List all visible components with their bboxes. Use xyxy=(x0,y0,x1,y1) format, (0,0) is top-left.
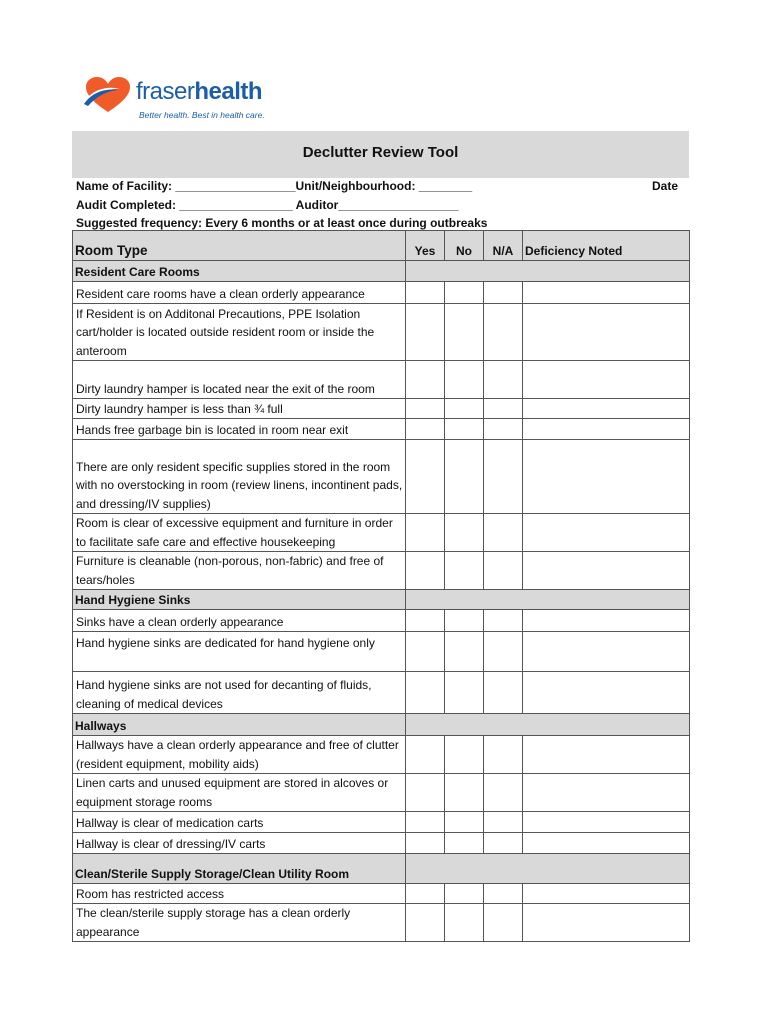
deficiency-cell[interactable] xyxy=(523,361,690,399)
item-text: Resident care rooms have a clean orderly appearance xyxy=(73,282,406,304)
section-row xyxy=(73,714,690,736)
na-cell[interactable] xyxy=(484,833,523,854)
item-text: If Resident is on Additonal Precautions, PPE Isolation cart/holder is located outside resident room or inside the anteroom xyxy=(73,304,406,361)
section-row xyxy=(73,590,690,610)
heart-logo-icon xyxy=(82,76,134,116)
item-text: Room has restricted access xyxy=(73,884,406,904)
item-text: There are only resident specific supplies stored in the room with no overstocking in room (review linens, incontinent pads, and dressing/IV supplies) xyxy=(73,440,406,514)
header-deficiency: Deficiency Noted xyxy=(523,231,690,261)
item-text: The clean/sterile supply storage has a clean orderly appearance xyxy=(73,904,406,942)
item-text: Hands free garbage bin is located in room near exit xyxy=(73,419,406,440)
review-table xyxy=(72,230,690,942)
yes-cell[interactable] xyxy=(406,833,445,854)
deficiency-cell[interactable] xyxy=(523,514,690,552)
section-title: Clean/Sterile Supply Storage/Clean Utility Room xyxy=(73,854,406,884)
no-cell[interactable] xyxy=(445,282,484,304)
section-title: Resident Care Rooms xyxy=(73,261,406,282)
na-cell[interactable] xyxy=(484,399,523,419)
section-row xyxy=(73,261,690,282)
no-cell[interactable] xyxy=(445,399,484,419)
logo-wordmark xyxy=(136,78,262,106)
logo-brand-light: fraser xyxy=(136,78,195,105)
no-cell[interactable] xyxy=(445,812,484,833)
audit-line: Audit Completed: _________________ Auditor__________________ xyxy=(76,198,459,212)
yes-cell[interactable] xyxy=(406,552,445,590)
deficiency-cell[interactable] xyxy=(523,833,690,854)
section-row xyxy=(73,854,690,884)
deficiency-cell[interactable] xyxy=(523,399,690,419)
table-row xyxy=(73,514,690,552)
item-text: Dirty laundry hamper is less than ¾ full xyxy=(73,399,406,419)
yes-cell[interactable] xyxy=(406,304,445,361)
table-row xyxy=(73,833,690,854)
deficiency-cell[interactable] xyxy=(523,904,690,942)
yes-cell[interactable] xyxy=(406,774,445,812)
logo-brand-bold: health xyxy=(194,78,263,105)
table-row xyxy=(73,282,690,304)
na-cell[interactable] xyxy=(484,632,523,672)
yes-cell[interactable] xyxy=(406,419,445,440)
no-cell[interactable] xyxy=(445,833,484,854)
header-yes: Yes xyxy=(406,231,445,261)
frequency-line: Suggested frequency: Every 6 months or at least once during outbreaks xyxy=(76,216,488,230)
na-cell[interactable] xyxy=(484,774,523,812)
item-text: Dirty laundry hamper is located near the exit of the room xyxy=(73,361,406,399)
yes-cell[interactable] xyxy=(406,399,445,419)
no-cell[interactable] xyxy=(445,672,484,714)
item-text: Furniture is cleanable (non-porous, non-fabric) and free of tears/holes xyxy=(73,552,406,590)
table-row xyxy=(73,610,690,632)
deficiency-cell[interactable] xyxy=(523,632,690,672)
yes-cell[interactable] xyxy=(406,514,445,552)
yes-cell[interactable] xyxy=(406,361,445,399)
header-na: N/A xyxy=(484,231,523,261)
table-row xyxy=(73,904,690,942)
no-cell[interactable] xyxy=(445,632,484,672)
yes-cell[interactable] xyxy=(406,440,445,514)
table-row xyxy=(73,552,690,590)
yes-cell[interactable] xyxy=(406,884,445,904)
table-row xyxy=(73,812,690,833)
no-cell[interactable] xyxy=(445,440,484,514)
yes-cell[interactable] xyxy=(406,736,445,774)
item-text: Hallway is clear of medication carts xyxy=(73,812,406,833)
no-cell[interactable] xyxy=(445,774,484,812)
no-cell[interactable] xyxy=(445,552,484,590)
na-cell[interactable] xyxy=(484,812,523,833)
fraserhealth-logo xyxy=(82,74,272,126)
deficiency-cell[interactable] xyxy=(523,440,690,514)
logo-tagline: Better health. Best in health care. xyxy=(139,110,265,120)
table-row xyxy=(73,632,690,672)
table-row xyxy=(73,736,690,774)
na-cell[interactable] xyxy=(484,514,523,552)
item-text: Hand hygiene sinks are not used for decanting of fluids, cleaning of medical devices xyxy=(73,672,406,714)
table-row xyxy=(73,399,690,419)
deficiency-cell[interactable] xyxy=(523,304,690,361)
header-no: No xyxy=(445,231,484,261)
na-cell[interactable] xyxy=(484,419,523,440)
na-cell[interactable] xyxy=(484,736,523,774)
no-cell[interactable] xyxy=(445,514,484,552)
table-row xyxy=(73,884,690,904)
yes-cell[interactable] xyxy=(406,632,445,672)
table-header-row xyxy=(73,231,690,261)
section-title: Hand Hygiene Sinks xyxy=(73,590,406,610)
no-cell[interactable] xyxy=(445,304,484,361)
item-text: Linen carts and unused equipment are stored in alcoves or equipment storage rooms xyxy=(73,774,406,812)
deficiency-cell[interactable] xyxy=(523,419,690,440)
deficiency-cell[interactable] xyxy=(523,282,690,304)
na-cell[interactable] xyxy=(484,884,523,904)
item-text: Room is clear of excessive equipment and furniture in order to facilitate safe care and effective housekeeping xyxy=(73,514,406,552)
no-cell[interactable] xyxy=(445,736,484,774)
yes-cell[interactable] xyxy=(406,610,445,632)
na-cell[interactable] xyxy=(484,282,523,304)
no-cell[interactable] xyxy=(445,419,484,440)
table-row xyxy=(73,304,690,361)
section-fill xyxy=(406,590,690,610)
deficiency-cell[interactable] xyxy=(523,736,690,774)
no-cell[interactable] xyxy=(445,361,484,399)
yes-cell[interactable] xyxy=(406,282,445,304)
yes-cell[interactable] xyxy=(406,812,445,833)
no-cell[interactable] xyxy=(445,884,484,904)
table-row xyxy=(73,440,690,514)
deficiency-cell[interactable] xyxy=(523,552,690,590)
deficiency-cell[interactable] xyxy=(523,812,690,833)
no-cell[interactable] xyxy=(445,610,484,632)
na-cell[interactable] xyxy=(484,610,523,632)
facility-line: Name of Facility: __________________Unit/Neighbourhood: ________ xyxy=(76,179,473,193)
deficiency-cell[interactable] xyxy=(523,672,690,714)
na-cell[interactable] xyxy=(484,440,523,514)
deficiency-cell[interactable] xyxy=(523,884,690,904)
item-text: Sinks have a clean orderly appearance xyxy=(73,610,406,632)
section-title: Hallways xyxy=(73,714,406,736)
header-room-type: Room Type xyxy=(73,231,406,261)
table-row xyxy=(73,774,690,812)
section-fill xyxy=(406,854,690,884)
na-cell[interactable] xyxy=(484,672,523,714)
deficiency-cell[interactable] xyxy=(523,774,690,812)
item-text: Hand hygiene sinks are dedicated for hand hygiene only xyxy=(73,632,406,672)
deficiency-cell[interactable] xyxy=(523,610,690,632)
date-label: Date xyxy=(652,179,679,193)
title-band xyxy=(72,131,689,178)
yes-cell[interactable] xyxy=(406,672,445,714)
table-row xyxy=(73,672,690,714)
na-cell[interactable] xyxy=(484,361,523,399)
na-cell[interactable] xyxy=(484,304,523,361)
table-row xyxy=(73,419,690,440)
yes-cell[interactable] xyxy=(406,904,445,942)
no-cell[interactable] xyxy=(445,904,484,942)
item-text: Hallway is clear of dressing/IV carts xyxy=(73,833,406,854)
form-title: Declutter Review Tool xyxy=(302,144,459,161)
section-fill xyxy=(406,261,690,282)
na-cell[interactable] xyxy=(484,552,523,590)
na-cell[interactable] xyxy=(484,904,523,942)
section-fill xyxy=(406,714,690,736)
item-text: Hallways have a clean orderly appearance and free of clutter (resident equipment, mobility aids) xyxy=(73,736,406,774)
table-row xyxy=(73,361,690,399)
